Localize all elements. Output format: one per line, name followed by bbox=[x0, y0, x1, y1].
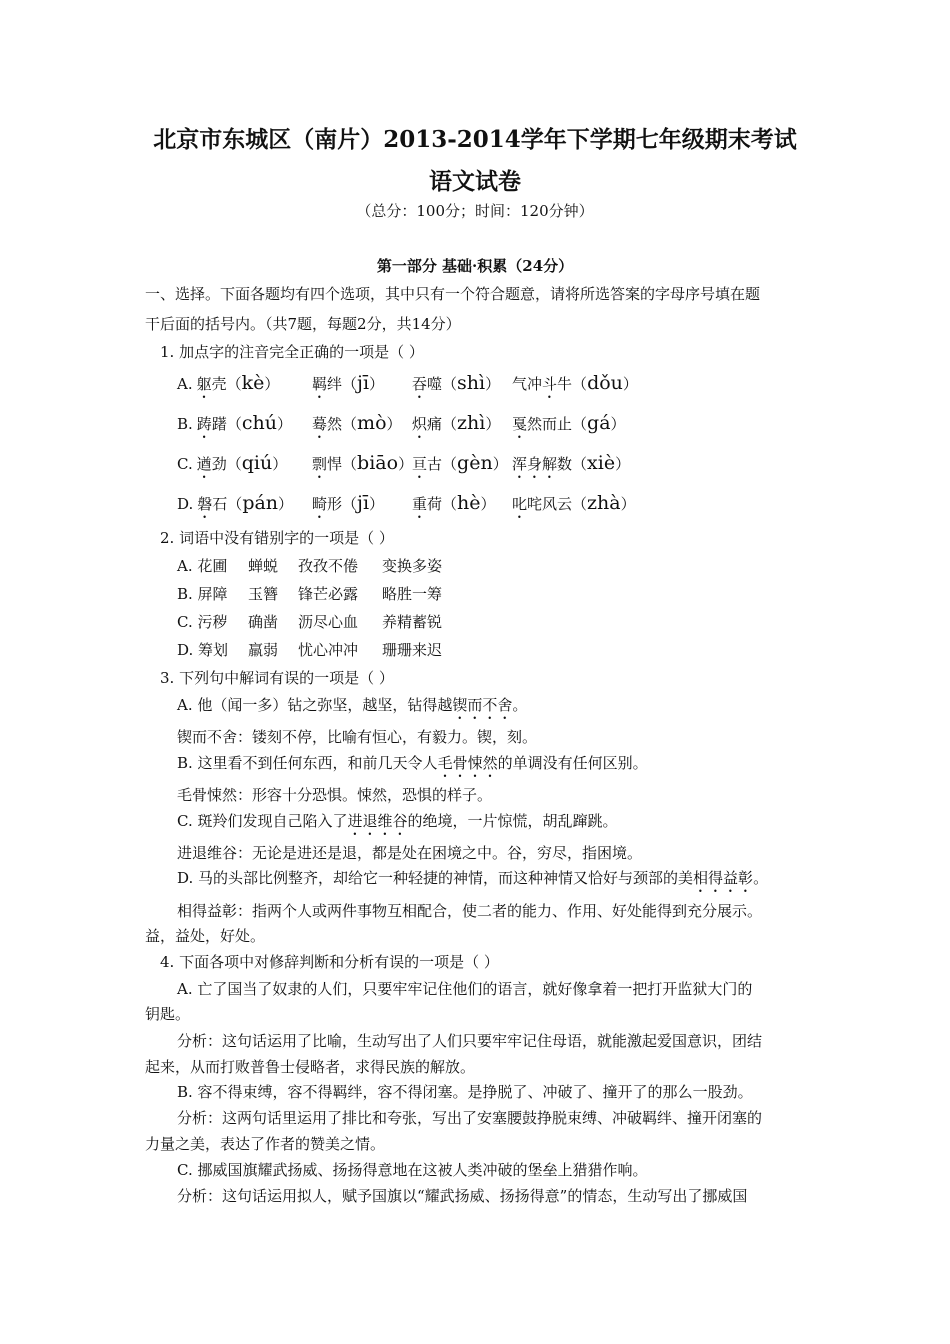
q3-a-end: 。 bbox=[512, 696, 528, 714]
exam-info: （总分：100分；时间：120分钟） bbox=[356, 202, 594, 220]
q3-b-text: B. 这里看不到任何东西，和前几天令人 bbox=[177, 754, 438, 772]
q2-option-word: 养精蓄锐 bbox=[382, 613, 443, 631]
q1-dotted-char: 躯 bbox=[196, 375, 212, 393]
q3-c-dotted: 进退维谷 bbox=[347, 812, 408, 830]
q1-word-part: 石 bbox=[212, 495, 228, 513]
q1-pinyin: dǒu bbox=[587, 372, 623, 394]
q4-b-line1: B. 容不得束缚，容不得羁绊，容不得闭塞。是挣脱了、冲破了、撞开了的那么一股劲。 bbox=[177, 1083, 753, 1101]
q1-dotted-char: 遒 bbox=[196, 455, 212, 473]
q1-pinyin: jī bbox=[357, 492, 370, 514]
q1-pinyin: mò bbox=[357, 412, 387, 434]
paren-open: （ bbox=[226, 415, 242, 433]
paren-close: ） bbox=[278, 495, 294, 513]
q1-dotted-char: 亘 bbox=[412, 455, 428, 473]
q1-option-item bbox=[412, 372, 500, 402]
q1-option-item bbox=[177, 372, 279, 402]
q1-dotted-char: 磐 bbox=[197, 495, 213, 513]
q1-option-item bbox=[512, 412, 626, 442]
q2-option-word: 忧心冲冲 bbox=[298, 641, 359, 659]
q1-option-item bbox=[512, 372, 638, 402]
paren-close: ） bbox=[386, 415, 402, 433]
q1-word-part: 数 bbox=[557, 455, 573, 473]
paren-close: ） bbox=[485, 375, 501, 393]
q1-dotted-char: 重 bbox=[412, 495, 428, 513]
paren-open: （ bbox=[442, 375, 458, 393]
q1-word-part: 噬 bbox=[427, 375, 443, 393]
q1-option-item bbox=[312, 452, 413, 482]
q4-a-analysis-line1: 分析：这句话运用了比喻，生动写出了人们只要牢牢记住母语，就能激起爱国意识，团结 bbox=[177, 1032, 763, 1050]
q1-option-item bbox=[412, 492, 496, 522]
paren-close: ） bbox=[369, 495, 385, 513]
q2-option-word: 略胜一筹 bbox=[382, 585, 443, 603]
paren-open: （ bbox=[442, 415, 458, 433]
q1-option-label: B. bbox=[177, 415, 193, 433]
paren-close: ） bbox=[276, 415, 292, 433]
q1-option-item bbox=[312, 412, 402, 442]
q1-dotted-char: 吞 bbox=[412, 375, 428, 393]
q4-stem: 4. 下面各项中对修辞判断和分析有误的一项是（ ） bbox=[160, 953, 499, 971]
q1-word-part: 古 bbox=[427, 455, 443, 473]
q1-word-part: 荷 bbox=[427, 495, 443, 513]
q3-stem: 3. 下列句中解词有误的一项是（ ） bbox=[160, 669, 394, 687]
q1-dotted-char: 踌 bbox=[196, 415, 212, 433]
paren-close: ） bbox=[492, 455, 508, 473]
section-intro-line2: 干后面的括号内。（共7题，每题2分，共14分） bbox=[145, 315, 461, 333]
q1-option-label: C. bbox=[177, 455, 193, 473]
paren-open: （ bbox=[572, 495, 588, 513]
q1-word-part: 咤风云 bbox=[527, 495, 573, 513]
q1-option-item bbox=[312, 372, 384, 402]
q3-b-dotted: 毛骨悚然 bbox=[437, 754, 498, 772]
q1-dotted-char: 蓦 bbox=[312, 415, 328, 433]
q1-option-item bbox=[177, 492, 293, 522]
paren-open: （ bbox=[342, 455, 358, 473]
q1-pinyin: kè bbox=[241, 372, 265, 394]
paren-open: （ bbox=[572, 375, 588, 393]
q3-d-end: 。 bbox=[753, 869, 769, 887]
paren-close: ） bbox=[485, 415, 501, 433]
part1-heading: 第一部分 基础·积累（24分） bbox=[376, 257, 574, 275]
q1-option-item bbox=[512, 492, 636, 522]
q1-pinyin: jī bbox=[357, 372, 370, 394]
q1-word-part: 悍 bbox=[327, 455, 343, 473]
q1-pinyin: zhà bbox=[587, 492, 621, 514]
q1-word-part: 劲 bbox=[211, 455, 227, 473]
q1-dotted-char: 浑身解 bbox=[512, 455, 558, 473]
q1-pinyin: xiè bbox=[587, 452, 616, 474]
q1-word-part: 然 bbox=[327, 415, 343, 433]
q1-word-part: 痛 bbox=[427, 415, 443, 433]
paren-open: （ bbox=[572, 415, 588, 433]
q3-c-definition: 进退维谷：无论是进还是退，都是处在困境之中。谷，穷尽，指困境。 bbox=[177, 844, 643, 862]
q3-b-end: 的单调没有任何区别。 bbox=[497, 754, 648, 772]
exam-title: 北京市东城区（南片）2013-2014学年下学期七年级期末考试 bbox=[153, 126, 797, 153]
q1-pinyin: gá bbox=[587, 412, 611, 434]
q2-option-word: 蝉蜕 bbox=[248, 557, 279, 575]
q1-dotted-char: 斗 bbox=[542, 375, 558, 393]
paren-close: ） bbox=[398, 455, 414, 473]
q1-word-part: 气冲 bbox=[512, 375, 543, 393]
q1-word-part: 绊 bbox=[327, 375, 343, 393]
q3-a-text: A. 他（闻一多）钻之弥坚，越坚，钻得越 bbox=[177, 696, 453, 714]
q1-option-label: D. bbox=[177, 495, 194, 513]
paren-open: （ bbox=[572, 455, 588, 473]
q2-option-word: C. 污秽 bbox=[177, 613, 228, 631]
q3-option-d bbox=[177, 867, 768, 896]
q2-option-word: 锋芒必露 bbox=[298, 585, 359, 603]
q1-dotted-char: 剽 bbox=[312, 455, 328, 473]
paren-close: ） bbox=[369, 375, 385, 393]
q4-a-line1: A. 亡了国当了奴隶的人们，只要牢牢记住他们的语言，就好像拿着一把打开监狱大门的 bbox=[177, 980, 753, 998]
q1-option-item bbox=[312, 492, 384, 522]
q2-stem: 2. 词语中没有错别字的一项是（ ） bbox=[160, 529, 394, 547]
q3-option-b bbox=[177, 752, 648, 781]
q4-b-analysis-line2: 力量之美，表达了作者的赞美之情。 bbox=[145, 1135, 386, 1153]
q1-pinyin: biāo bbox=[357, 452, 399, 474]
q1-word-part: 然而止 bbox=[527, 415, 573, 433]
paren-open: （ bbox=[442, 495, 458, 513]
paren-close: ） bbox=[622, 375, 638, 393]
q1-option-item bbox=[412, 412, 500, 442]
q1-dotted-char: 畸 bbox=[312, 495, 328, 513]
q2-option-word: B. 屏障 bbox=[177, 585, 228, 603]
q1-pinyin: chú bbox=[241, 412, 277, 434]
q4-a-analysis-line2: 起来，从而打败普鲁士侵略者，求得民族的解放。 bbox=[145, 1058, 476, 1076]
q2-option-word: 确凿 bbox=[248, 613, 279, 631]
q1-option-label: A. bbox=[177, 375, 193, 393]
paren-close: ） bbox=[480, 495, 496, 513]
q1-pinyin: shì bbox=[457, 372, 486, 394]
q1-option-item bbox=[177, 412, 292, 442]
q4-b-analysis-line1: 分析：这两句话里运用了排比和夸张，写出了安塞腰鼓挣脱束缚、冲破羁绊、撞开闭塞的 bbox=[177, 1109, 763, 1127]
q1-pinyin: zhì bbox=[457, 412, 486, 434]
q1-stem: 1. 加点字的注音完全正确的一项是（ ） bbox=[160, 343, 424, 361]
q1-pinyin: hè bbox=[457, 492, 481, 514]
q2-option-word: 羸弱 bbox=[248, 641, 279, 659]
q2-option-word: 变换多姿 bbox=[382, 557, 443, 575]
q1-dotted-char: 叱 bbox=[512, 495, 528, 513]
q1-word-part: 躇 bbox=[211, 415, 227, 433]
q1-option-item bbox=[412, 452, 508, 482]
q3-d-dotted: 相得益彰 bbox=[693, 869, 754, 887]
q3-a-definition: 锲而不舍：镂刻不停，比喻有恒心，有毅力。锲，刻。 bbox=[177, 728, 538, 746]
paren-open: （ bbox=[342, 495, 358, 513]
q1-pinyin: pán bbox=[242, 492, 279, 514]
section-intro-line1: 一、选择。下面各题均有四个选项，其中只有一个符合题意，请将所选答案的字母序号填在题 bbox=[145, 285, 761, 303]
q1-option-item bbox=[177, 452, 287, 482]
q4-c-analysis-line1: 分析：这句话运用拟人，赋予国旗以“耀武扬威、扬扬得意”的情态，生动写出了挪威国 bbox=[177, 1187, 748, 1205]
paren-open: （ bbox=[227, 495, 243, 513]
q3-d-definition-line1: 相得益彰：指两个人或两件事物互相配合，使二者的能力、作用、好处能得到充分展示。 bbox=[177, 902, 763, 920]
q3-c-end: 的绝境，一片惊慌，胡乱蹿跳。 bbox=[407, 812, 618, 830]
q2-option-word: 孜孜不倦 bbox=[298, 557, 359, 575]
paren-close: ） bbox=[615, 455, 631, 473]
q2-option-word: 沥尽心血 bbox=[298, 613, 359, 631]
q1-dotted-char: 炽 bbox=[412, 415, 428, 433]
paren-close: ） bbox=[264, 375, 280, 393]
q1-word-part: 牛 bbox=[557, 375, 573, 393]
q1-word-part: 壳 bbox=[211, 375, 227, 393]
paren-close: ） bbox=[620, 495, 636, 513]
q1-pinyin: gèn bbox=[457, 452, 493, 474]
paren-open: （ bbox=[226, 375, 242, 393]
q2-option-word: A. 花圃 bbox=[177, 557, 228, 575]
paren-close: ） bbox=[610, 415, 626, 433]
q3-option-c bbox=[177, 810, 618, 839]
q2-option-word: 玉簪 bbox=[248, 585, 279, 603]
q3-d-definition-line2: 益，益处，好处。 bbox=[145, 927, 266, 945]
exam-subject-title: 语文试卷 bbox=[429, 168, 521, 195]
q1-option-item bbox=[512, 452, 630, 482]
paren-open: （ bbox=[442, 455, 458, 473]
q3-option-a bbox=[177, 694, 527, 723]
q3-a-dotted: 锲而不舍 bbox=[452, 696, 513, 714]
paren-open: （ bbox=[342, 375, 358, 393]
q3-c-text: C. 斑羚们发现自己陷入了 bbox=[177, 812, 348, 830]
q1-dotted-char: 羁 bbox=[312, 375, 328, 393]
q4-c-line1: C. 挪威国旗耀武扬威、扬扬得意地在这被人类冲破的堡垒上猎猎作响。 bbox=[177, 1161, 648, 1179]
paren-open: （ bbox=[342, 415, 358, 433]
q2-option-word: D. 筹划 bbox=[177, 641, 229, 659]
paren-open: （ bbox=[226, 455, 242, 473]
q4-a-line2: 钥匙。 bbox=[145, 1005, 191, 1023]
q2-option-word: 珊珊来迟 bbox=[382, 641, 443, 659]
q1-word-part: 形 bbox=[327, 495, 343, 513]
paren-close: ） bbox=[272, 455, 288, 473]
q3-b-definition: 毛骨悚然：形容十分恐惧。悚然，恐惧的样子。 bbox=[177, 786, 493, 804]
q3-d-text: D. 马的头部比例整齐，却给它一种轻捷的神情，而这种神情又恰好与颈部的美 bbox=[177, 869, 694, 887]
q1-dotted-char: 戛 bbox=[512, 415, 528, 433]
q1-pinyin: qiú bbox=[241, 452, 273, 474]
